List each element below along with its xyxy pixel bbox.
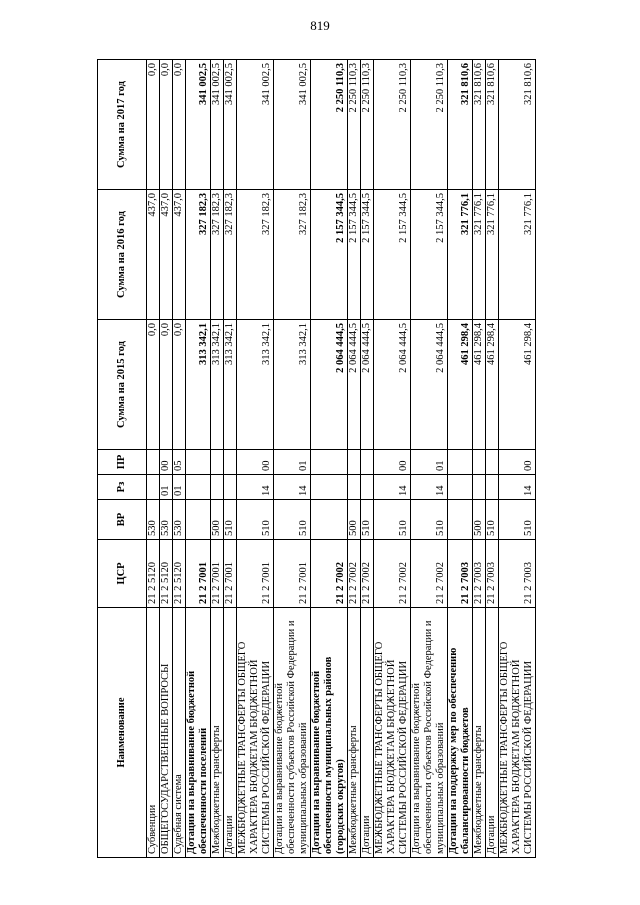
cell-csr: 21 2 7002	[348, 540, 361, 608]
cell-name: Дотации на выравнивание бюджетной обеспеченности поселений	[186, 608, 211, 858]
cell-sum-2017: 0,0	[160, 60, 173, 190]
cell-sum-2016: 327 182,3	[224, 190, 237, 320]
cell-rz: 14	[374, 475, 411, 500]
cell-vr: 510	[499, 500, 536, 540]
cell-pr: 00	[374, 450, 411, 475]
cell-sum-2017: 341 002,5	[224, 60, 237, 190]
table-row	[237, 60, 274, 858]
cell-sum-2015: 313 342,1	[211, 320, 224, 450]
cell-sum-2016: 327 182,3	[237, 190, 274, 320]
cell-sum-2017: 2 250 110,3	[374, 60, 411, 190]
cell-sum-2015: 461 298,4	[473, 320, 486, 450]
table-row	[224, 60, 237, 858]
cell-rz: 14	[499, 475, 536, 500]
cell-sum-2016: 2 157 344,5	[411, 190, 448, 320]
cell-sum-2016: 327 182,3	[274, 190, 311, 320]
cell-rz	[473, 475, 486, 500]
cell-name: Дотации на выравнивание бюджетной обеспеченности субъектов Российской Федерации и муниципальных образований	[274, 608, 311, 858]
cell-csr: 21 2 7002	[411, 540, 448, 608]
cell-csr: 21 2 7002	[311, 540, 348, 608]
cell-sum-2015: 461 298,4	[486, 320, 499, 450]
cell-sum-2016: 437,0	[160, 190, 173, 320]
budget-table	[97, 59, 536, 858]
cell-vr: 500	[473, 500, 486, 540]
cell-csr: 21 2 5120	[147, 540, 160, 608]
cell-rz: 14	[411, 475, 448, 500]
cell-name: Дотации на выравнивание бюджетной обеспеченности субъектов Российской Федерации и муниципальных образований	[411, 608, 448, 858]
cell-csr: 21 2 7001	[274, 540, 311, 608]
cell-pr	[311, 450, 348, 475]
cell-sum-2017: 321 810,6	[448, 60, 473, 190]
cell-sum-2017: 2 250 110,3	[348, 60, 361, 190]
cell-rz	[448, 475, 473, 500]
cell-rz	[186, 475, 211, 500]
cell-csr: 21 2 7001	[224, 540, 237, 608]
cell-sum-2016: 327 182,3	[186, 190, 211, 320]
cell-sum-2017: 341 002,5	[211, 60, 224, 190]
cell-vr: 530	[147, 500, 160, 540]
cell-csr: 21 2 7003	[448, 540, 473, 608]
table-header-row	[98, 60, 147, 858]
cell-sum-2016: 2 157 344,5	[311, 190, 348, 320]
cell-csr: 21 2 7003	[499, 540, 536, 608]
cell-sum-2016: 321 776,1	[448, 190, 473, 320]
cell-name: Дотации на выравнивание бюджетной обеспеченности муниципальных районов (городских округов)	[311, 608, 348, 858]
cell-name: Дотации	[224, 608, 237, 858]
cell-vr: 530	[160, 500, 173, 540]
cell-name: Судебная система	[173, 608, 186, 858]
cell-sum-2015: 0,0	[160, 320, 173, 450]
cell-pr: 01	[411, 450, 448, 475]
header-name: Наименование	[98, 608, 147, 858]
cell-rz	[486, 475, 499, 500]
cell-name: Дотации	[361, 608, 374, 858]
header-rz: Рз	[98, 475, 147, 500]
cell-rz: 01	[160, 475, 173, 500]
cell-rz: 01	[173, 475, 186, 500]
cell-rz	[311, 475, 348, 500]
cell-sum-2015: 2 064 444,5	[348, 320, 361, 450]
cell-pr: 00	[160, 450, 173, 475]
table-row	[173, 60, 186, 858]
cell-sum-2017: 0,0	[173, 60, 186, 190]
cell-rz	[224, 475, 237, 500]
cell-sum-2015: 461 298,4	[448, 320, 473, 450]
cell-vr: 510	[274, 500, 311, 540]
table-body	[147, 60, 536, 858]
header-vr: ВР	[98, 500, 147, 540]
cell-name: Межбюджетные трансферты	[348, 608, 361, 858]
cell-pr: 00	[237, 450, 274, 475]
cell-vr	[448, 500, 473, 540]
cell-name: Межбюджетные трансферты	[211, 608, 224, 858]
table-row	[186, 60, 211, 858]
cell-vr: 510	[411, 500, 448, 540]
cell-sum-2017: 341 002,5	[274, 60, 311, 190]
table-row	[147, 60, 160, 858]
cell-sum-2016: 2 157 344,5	[374, 190, 411, 320]
cell-pr: 01	[274, 450, 311, 475]
cell-pr: 05	[173, 450, 186, 475]
cell-name: МЕЖБЮДЖЕТНЫЕ ТРАНСФЕРТЫ ОБЩЕГО ХАРАКТЕРА БЮДЖЕТАМ БЮДЖЕТНОЙ СИСТЕМЫ РОССИЙСКОЙ ФЕДЕРАЦИИ	[237, 608, 274, 858]
cell-pr	[224, 450, 237, 475]
cell-rz	[348, 475, 361, 500]
cell-name: МЕЖБЮДЖЕТНЫЕ ТРАНСФЕРТЫ ОБЩЕГО ХАРАКТЕРА БЮДЖЕТАМ БЮДЖЕТНОЙ СИСТЕМЫ РОССИЙСКОЙ ФЕДЕРАЦИИ	[499, 608, 536, 858]
cell-pr	[448, 450, 473, 475]
cell-sum-2015: 313 342,1	[186, 320, 211, 450]
cell-sum-2016: 437,0	[173, 190, 186, 320]
cell-sum-2017: 321 810,6	[473, 60, 486, 190]
cell-name: МЕЖБЮДЖЕТНЫЕ ТРАНСФЕРТЫ ОБЩЕГО ХАРАКТЕРА БЮДЖЕТАМ БЮДЖЕТНОЙ СИСТЕМЫ РОССИЙСКОЙ ФЕДЕРАЦИИ	[374, 608, 411, 858]
table-row	[361, 60, 374, 858]
cell-sum-2017: 341 002,5	[237, 60, 274, 190]
cell-vr: 500	[211, 500, 224, 540]
table-row	[473, 60, 486, 858]
cell-name: Межбюджетные трансферты	[473, 608, 486, 858]
cell-vr: 510	[486, 500, 499, 540]
cell-csr: 21 2 7003	[473, 540, 486, 608]
header-pr: ПР	[98, 450, 147, 475]
cell-csr: 21 2 7001	[237, 540, 274, 608]
rotated-table-container	[97, 60, 567, 858]
cell-sum-2015: 2 064 444,5	[311, 320, 348, 450]
cell-sum-2017: 2 250 110,3	[411, 60, 448, 190]
cell-sum-2015: 2 064 444,5	[361, 320, 374, 450]
table-row	[311, 60, 348, 858]
table-row	[211, 60, 224, 858]
cell-sum-2016: 437,0	[147, 190, 160, 320]
cell-sum-2017: 2 250 110,3	[361, 60, 374, 190]
cell-csr: 21 2 7002	[361, 540, 374, 608]
cell-sum-2016: 327 182,3	[211, 190, 224, 320]
cell-sum-2016: 321 776,1	[486, 190, 499, 320]
cell-name: ОБЩЕГОСУДАРСТВЕННЫЕ ВОПРОСЫ	[160, 608, 173, 858]
header-sum-2017: Сумма на 2017 год	[98, 60, 147, 190]
header-sum-2016: Сумма на 2016 год	[98, 190, 147, 320]
cell-sum-2017: 321 810,6	[486, 60, 499, 190]
cell-rz	[147, 475, 160, 500]
cell-csr: 21 2 7001	[186, 540, 211, 608]
cell-vr: 530	[173, 500, 186, 540]
cell-vr: 510	[374, 500, 411, 540]
cell-name: Дотации на поддержку мер по обеспечению сбалансированности бюджетов	[448, 608, 473, 858]
table-row	[348, 60, 361, 858]
table-row	[160, 60, 173, 858]
cell-vr: 510	[361, 500, 374, 540]
cell-sum-2015: 2 064 444,5	[411, 320, 448, 450]
cell-pr	[147, 450, 160, 475]
cell-rz: 14	[274, 475, 311, 500]
cell-pr	[348, 450, 361, 475]
cell-sum-2015: 461 298,4	[499, 320, 536, 450]
cell-vr: 510	[237, 500, 274, 540]
cell-sum-2015: 313 342,1	[274, 320, 311, 450]
cell-sum-2015: 0,0	[147, 320, 160, 450]
cell-sum-2015: 313 342,1	[237, 320, 274, 450]
cell-pr	[361, 450, 374, 475]
cell-rz: 14	[237, 475, 274, 500]
cell-sum-2017: 0,0	[147, 60, 160, 190]
page-number: 819	[310, 18, 330, 33]
cell-pr	[473, 450, 486, 475]
cell-csr: 21 2 5120	[173, 540, 186, 608]
cell-sum-2016: 2 157 344,5	[361, 190, 374, 320]
cell-sum-2016: 321 776,1	[499, 190, 536, 320]
cell-vr: 500	[348, 500, 361, 540]
cell-name: Дотации	[486, 608, 499, 858]
cell-csr: 21 2 7001	[211, 540, 224, 608]
cell-rz	[211, 475, 224, 500]
header-csr: ЦСР	[98, 540, 147, 608]
cell-pr: 00	[499, 450, 536, 475]
table-row	[374, 60, 411, 858]
cell-sum-2016: 2 157 344,5	[348, 190, 361, 320]
cell-sum-2015: 2 064 444,5	[374, 320, 411, 450]
cell-vr	[311, 500, 348, 540]
cell-sum-2016: 321 776,1	[473, 190, 486, 320]
cell-csr: 21 2 7003	[486, 540, 499, 608]
table-row	[486, 60, 499, 858]
cell-rz	[361, 475, 374, 500]
cell-sum-2017: 341 002,5	[186, 60, 211, 190]
table-row	[274, 60, 311, 858]
cell-pr	[211, 450, 224, 475]
table-row	[448, 60, 473, 858]
cell-vr	[186, 500, 211, 540]
table-row	[499, 60, 536, 858]
cell-pr	[486, 450, 499, 475]
cell-vr: 510	[224, 500, 237, 540]
cell-name: Субвенции	[147, 608, 160, 858]
header-sum-2015: Сумма на 2015 год	[98, 320, 147, 450]
cell-pr	[186, 450, 211, 475]
cell-sum-2017: 2 250 110,3	[311, 60, 348, 190]
table-row	[411, 60, 448, 858]
cell-csr: 21 2 5120	[160, 540, 173, 608]
cell-sum-2017: 321 810,6	[499, 60, 536, 190]
cell-csr: 21 2 7002	[374, 540, 411, 608]
cell-sum-2015: 313 342,1	[224, 320, 237, 450]
cell-sum-2015: 0,0	[173, 320, 186, 450]
